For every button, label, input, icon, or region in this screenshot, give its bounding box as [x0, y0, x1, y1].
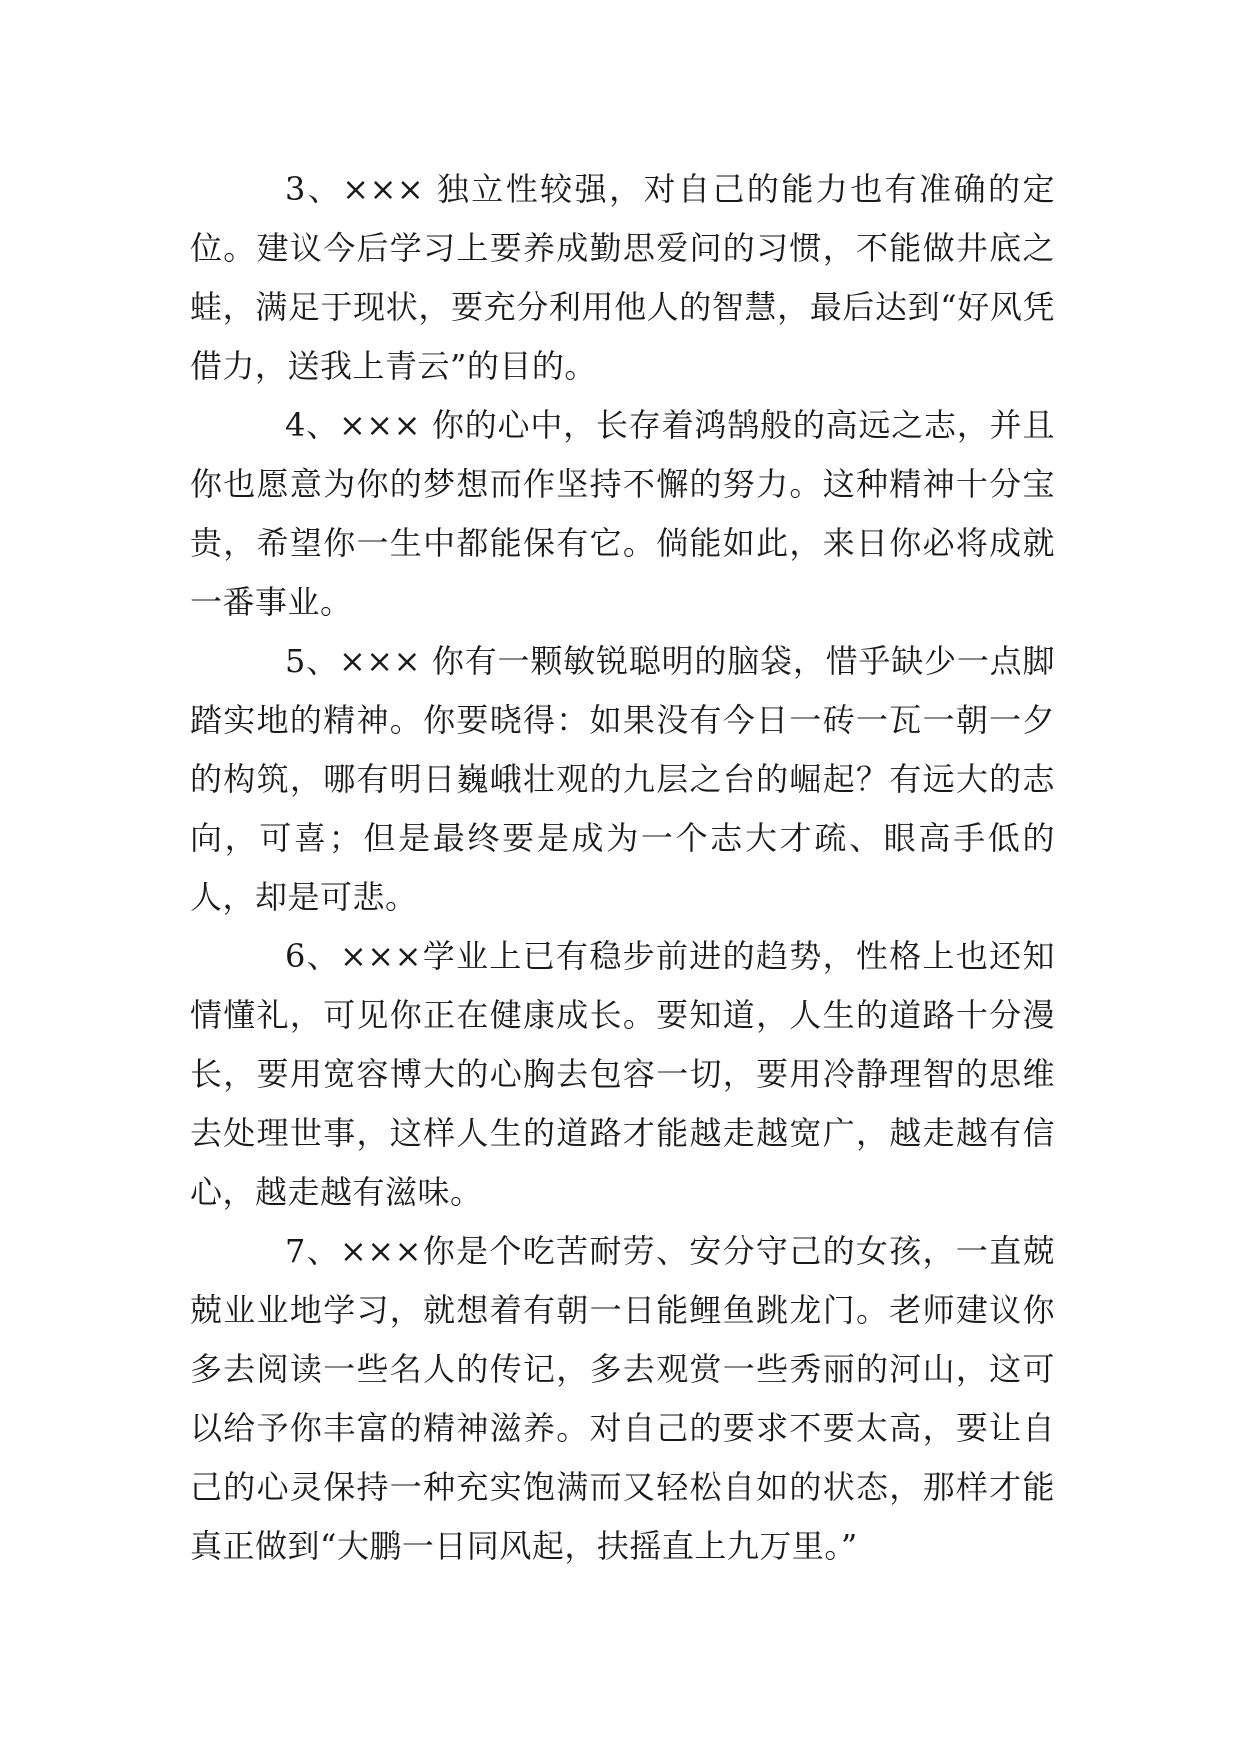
paragraph-5: 5、××× 你有一颗敏锐聪明的脑袋，惜乎缺少一点脚踏实地的精神。你要晓得：如果没有今日一砖一瓦一朝一夕的构筑，哪有明日巍峨壮观的九层之台的崛起？有远大的志向，可喜；但是最终要是成为一个志大才疏、眼高手低的人，却是可悲。 — [190, 642, 1055, 916]
paragraph-3: 3、××× 独立性较强，对自己的能力也有准确的定位。建议今后学习上要养成勤思爱问的习惯，不能做井底之蛙，满足于现状，要充分利用他人的智慧，最后达到“好风凭借力，送我上青云”的目的。 — [190, 170, 1055, 385]
paragraph-4: 4、××× 你的心中，长存着鸿鹄般的高远之志，并且你也愿意为你的梦想而作坚持不懈的努力。这种精神十分宝贵，希望你一生中都能保有它。倘能如此，来日你必将成就一番事业。 — [190, 406, 1055, 621]
document-body — [190, 160, 1055, 1576]
paragraph-7: 7、×××你是个吃苦耐劳、安分守己的女孩，一直兢兢业业地学习，就想着有朝一日能鲤鱼跳龙门。老师建议你多去阅读一些名人的传记，多去观赏一些秀丽的河山，这可以给予你丰富的精神滋养。对自己的要求不要太高，要让自己的心灵保持一种充实饱满而又轻松自如的状态，那样才能真正做到“大鹏一日同风起，扶摇直上九万里。” — [190, 1232, 1055, 1565]
paragraph-6: 6、×××学业上已有稳步前进的趋势，性格上也还知情懂礼，可见你正在健康成长。要知道，人生的道路十分漫长，要用宽容博大的心胸去包容一切，要用冷静理智的思维去处理世事，这样人生的道路才能越走越宽广，越走越有信心，越走越有滋味。 — [190, 937, 1055, 1211]
